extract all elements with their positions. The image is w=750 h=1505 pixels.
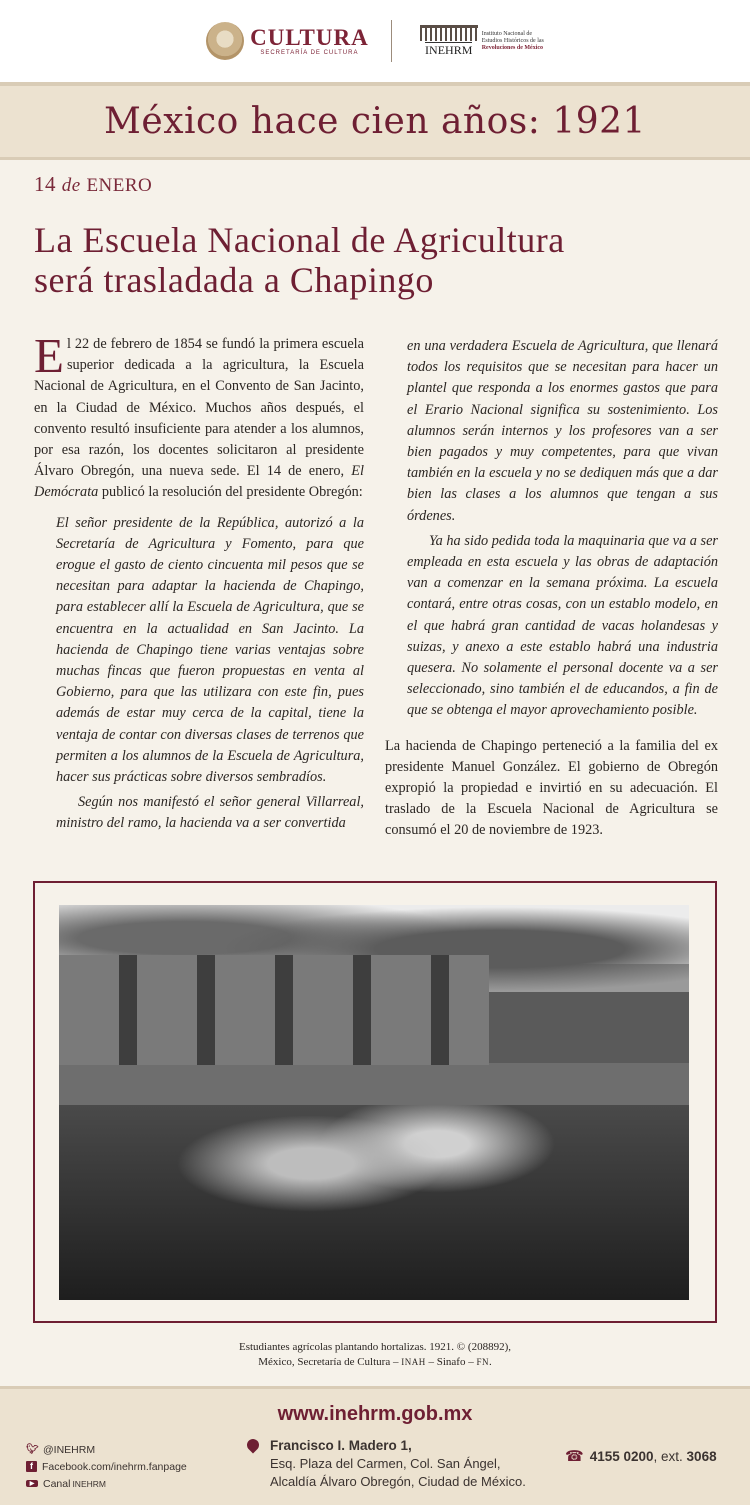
facebook-link[interactable] xyxy=(26,1458,187,1475)
address xyxy=(250,1437,526,1491)
photo-caption xyxy=(0,1340,750,1370)
photo-wall xyxy=(59,955,489,1065)
quote-paragraph-1: El señor presidente de la República, autorizó a la Secretaría de Agricultura y Fomento, para que erogue el gasto de ciento cincuenta mil pesos que se necesitan para adaptar la hacienda de Chapingo, para establecer allí la Escuela de Agricultura, que se encuentra en la actualidad en San Jacinto. La hacienda de Chapingo tiene varias ventajas sobre muchas fincas que fueron propuestas en venta al Gobierno, para que las utilizara con este fin, pues además de estar muy cerca de la capital, tiene la ventaja de contar con diversas clases de terrenos que permiten a los alumnos de la Escuela de Agricultura, hacer sus prácticas sobre diversos sembradíos. xyxy=(56,514,364,786)
facebook-url: Facebook.com/inehrm.fanpage xyxy=(42,1460,187,1473)
building-icon xyxy=(420,25,478,41)
caption-part-b: – Sinafo – xyxy=(425,1356,477,1368)
intro-paragraph xyxy=(34,328,364,504)
caption-fn: FN xyxy=(476,1357,489,1367)
newspaper-name: El Demócrata xyxy=(34,463,364,501)
inehrm-wordmark: INEHRM xyxy=(425,42,473,57)
article-column-right xyxy=(385,336,718,842)
closing-paragraph: La hacienda de Chapingo perteneció a la familia del ex presidente Manuel González. El gobierno de Obregón expropió la propiedad e invirtió en su adecuación. El traslado de la Escuela Nacional de Agricultura se consumó el 20 de noviembre de 1923. xyxy=(385,737,718,839)
phone-ext: 3068 xyxy=(686,1449,717,1464)
logo-divider xyxy=(391,20,392,62)
date-de: de xyxy=(61,175,81,196)
quote-block-continued xyxy=(407,336,718,722)
location-pin-icon xyxy=(245,1437,262,1454)
cultura-subtitle: SECRETARÍA DE CULTURA xyxy=(260,50,359,56)
article-column-left xyxy=(34,328,364,835)
cultura-logo[interactable] xyxy=(206,22,369,60)
website-link[interactable]: www.inehrm.gob.mx xyxy=(277,1403,473,1425)
footer xyxy=(0,1386,750,1505)
article-date xyxy=(34,172,152,197)
inehrm-name-line3: Revoluciones de México xyxy=(481,44,544,51)
caption-part-a: México, Secretaría de Cultura – xyxy=(258,1356,402,1368)
twitter-icon: 🐦︎ xyxy=(26,1444,39,1455)
historical-photo xyxy=(59,905,689,1300)
caption-line-1: Estudiantes agrícolas plantando hortalizas. 1921. © (208892), xyxy=(239,1341,511,1353)
quote-block xyxy=(56,513,364,835)
logo-bar xyxy=(0,0,750,82)
quote-paragraph-2: Según nos manifestó el señor general Villarreal, ministro del ramo, la hacienda va a ser convertida xyxy=(56,794,364,832)
phone-icon: ☎︎ xyxy=(565,1448,584,1465)
date-day: 14 xyxy=(34,172,56,196)
phone-ext-label: , ext. xyxy=(653,1449,683,1464)
youtube-icon: ▶ xyxy=(26,1480,38,1487)
address-line-3: Alcaldía Álvaro Obregón, Ciudad de México. xyxy=(270,1474,526,1489)
youtube-label: Canal xyxy=(43,1477,71,1490)
intro-text: l 22 de febrero de 1854 se fundó la primera escuela superior dedicada a la agricultura, la Escuela Nacional de Agricultura, en el Convento de San Jacinto, en la Ciudad de México. Muchos años después, el convento resultó insuficiente para atender a los alumnos, por esa razón, los docentes solicitaron al presidente Álvaro Obregón, una nueva sede. El 14 de enero, xyxy=(34,336,364,480)
intro-end: publicó la resolución del presidente Obregón: xyxy=(98,484,363,501)
mexico-seal-icon xyxy=(206,22,244,60)
address-line-2: Esq. Plaza del Carmen, Col. San Ángel, xyxy=(270,1456,501,1471)
phone-number: 4155 0200 xyxy=(589,1449,654,1464)
cultura-wordmark: CULTURA xyxy=(250,25,369,50)
phone-contact[interactable] xyxy=(565,1447,717,1465)
social-links xyxy=(26,1441,187,1492)
date-month: ENERO xyxy=(86,175,153,196)
twitter-handle: @INEHRM xyxy=(43,1443,96,1456)
inehrm-logo[interactable] xyxy=(420,25,544,58)
headline-line-2: será trasladada a Chapingo xyxy=(34,260,434,300)
quote-paragraph-2-continued: en una verdadera Escuela de Agricultura, que llenará todos los requisitos que se necesitan para hacer un plantel que responda a los enormes gastos que para el Erario Nacional significa su sostenimiento. Los alumnos serán internos y los profesores van a ser bien pagados y muy competentes, para que vivan también en la escuela y no se dediquen más que a dar bien las clases a los alumnos que tengan a sus órdenes. xyxy=(407,338,718,524)
facebook-icon: f xyxy=(26,1461,37,1472)
inehrm-name-line1: Instituto Nacional de xyxy=(481,30,533,37)
inehrm-name-line2: Estudios Históricos de las xyxy=(481,37,544,44)
page-title: México hace cien años: 1921 xyxy=(104,101,646,142)
headline-line-1: La Escuela Nacional de Agricultura xyxy=(34,220,565,260)
caption-end: . xyxy=(488,1356,492,1368)
youtube-channel: INEHRM xyxy=(72,1478,106,1489)
youtube-link[interactable] xyxy=(26,1475,187,1492)
title-band xyxy=(0,82,750,160)
twitter-link[interactable] xyxy=(26,1441,187,1458)
drop-cap: E xyxy=(34,328,64,383)
article-headline xyxy=(34,220,724,300)
photo-field xyxy=(59,1105,689,1300)
caption-line-2 xyxy=(0,1355,750,1370)
address-street: Francisco I. Madero 1, xyxy=(270,1438,412,1453)
caption-inah: INAH xyxy=(401,1357,426,1367)
quote-paragraph-3: Ya ha sido pedida toda la maquinaria que va a ser empleada en esta escuela y las obras de adaptación van a comenzar en la semana próxima. La escuela contará, entre otras cosas, con un establo modelo, en el que habrá gran cantidad de vacas holandesas y suizas, y anexo a este establo habrá una industria quesera. No solamente el personal docente va a ser seleccionado, sino también el de educandos, a fin de que se obtenga el mayor aprovechamiento posible. xyxy=(407,532,718,719)
